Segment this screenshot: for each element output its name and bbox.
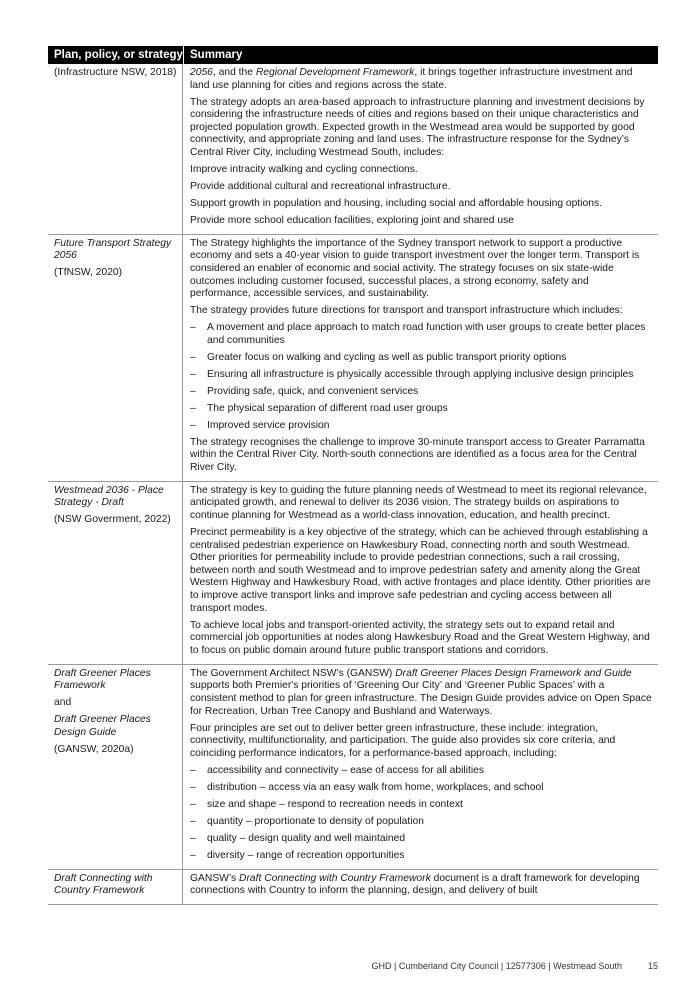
summary-paragraph xyxy=(190,305,652,318)
table-row xyxy=(48,64,658,235)
footer-text: GHD | Cumberland City Council | 12577306 | Westmead South xyxy=(371,961,622,971)
dash-bullet-icon: – xyxy=(190,832,196,844)
paragraph-text: The Strategy highlights the importance of the Sydney transport network to support a productive economy and sets a 40-year vision to guide transport investment over the longer term. Transport is considered an enabler of economic and social activity. The strategy focuses on six state-wide outcomes including customer focused, successful places, a strong economy, safety and performance, accessible services, and sustainability. xyxy=(190,237,640,300)
summary-paragraph xyxy=(190,527,652,615)
bullet-item xyxy=(190,799,652,812)
paragraph-text: GANSW’s xyxy=(190,872,240,884)
bullet-text: Improved service provision xyxy=(207,419,330,431)
plan-name-line: Draft Greener Places Design Guide xyxy=(54,714,151,738)
plan-name-line: Draft Greener Places Framework xyxy=(54,667,151,692)
summary-paragraph xyxy=(190,164,652,177)
dash-bullet-icon: – xyxy=(190,322,196,334)
bullet-text: quantity – proportionate to density of population xyxy=(207,815,424,827)
table-row xyxy=(48,870,658,906)
plan-cell xyxy=(48,482,183,664)
bullet-item xyxy=(190,403,652,416)
dash-bullet-icon: – xyxy=(190,798,196,810)
bullet-item xyxy=(190,369,652,382)
bullet-item xyxy=(190,352,652,365)
plan-name-line: (Infrastructure NSW, 2018) xyxy=(54,67,177,78)
dash-bullet-icon: – xyxy=(190,815,196,827)
document-title-text: Regional Development Framework xyxy=(255,67,415,78)
plan-cell xyxy=(48,64,183,234)
bullet-item xyxy=(190,420,652,433)
bullet-text: accessibility and connectivity – ease of access for all abilities xyxy=(207,764,485,776)
bullet-text: Providing safe, quick, and convenient services xyxy=(207,385,419,397)
plan-name-line: and xyxy=(54,697,72,709)
header-plan-policy-strategy: Plan, policy, or strategy xyxy=(54,49,183,61)
summary-paragraph xyxy=(190,485,652,523)
summary-paragraph xyxy=(190,668,652,718)
plan-name-line: (GANSW, 2020a) xyxy=(54,743,134,755)
summary-paragraph xyxy=(190,437,652,475)
paragraph-text: The strategy provides future directions for transport and transport infrastructure which includes: xyxy=(190,305,623,317)
paragraph-text: The Government Architect NSW’s (GANSW) xyxy=(190,667,396,679)
plan-name-line: Draft Connecting with Country Framework xyxy=(54,872,153,897)
bullet-text: Greater focus on walking and cycling as well as public transport priority options xyxy=(207,351,567,363)
document-title-text: Draft Connecting with Country Framework xyxy=(239,872,431,884)
document-title-text: Draft Greener Places Design Framework and Guide xyxy=(395,667,632,679)
bullet-text: diversity – range of recreation opportunities xyxy=(207,849,405,861)
header-summary: Summary xyxy=(183,46,658,64)
paragraph-text: document is a draft framework for developing connections with Country to inform the planning, design, and delivery of built xyxy=(190,872,640,897)
summary-cell xyxy=(183,235,658,481)
bullet-item xyxy=(190,782,652,795)
bullet-text: quality – design quality and well maintained xyxy=(207,832,406,844)
dash-bullet-icon: – xyxy=(190,402,196,414)
dash-bullet-icon: – xyxy=(190,764,196,776)
bullet-text: The physical separation of different road user groups xyxy=(207,402,448,414)
summary-paragraph xyxy=(190,238,652,301)
paragraph-text: Support growth in population and housing, including social and affordable housing options. xyxy=(190,197,602,209)
paragraph-text: The strategy adopts an area-based approach to infrastructure planning and investment decisions by considering the infrastructure needs of cities and regions based on their unique characteristics and projected population growth. Expected growth in the Westmead area would be supported by good connectivity, and appropriate zoning and land uses. The infrastructure response for the Sydney’s Central River City, including Westmead South, includes: xyxy=(190,96,645,158)
summary-cell xyxy=(183,64,658,234)
paragraph-text: , and the xyxy=(212,67,256,78)
paragraph-text: To achieve local jobs and transport-oriented activity, the strategy sets out to expand retail and commercial job opportunities at nodes along Hawkesbury Road and the Great Western Highway, and to focus on public domain around future public transport stations and corridors. xyxy=(190,619,650,656)
table-row xyxy=(48,235,658,482)
summary-paragraph xyxy=(190,198,652,211)
bullet-item xyxy=(190,322,652,347)
bullet-item xyxy=(190,816,652,829)
table-body xyxy=(48,64,658,905)
dash-bullet-icon: – xyxy=(190,385,196,397)
table-header xyxy=(48,46,658,64)
summary-cell xyxy=(183,482,658,664)
bullet-text: Ensuring all infrastructure is physically accessible through applying inclusive design principles xyxy=(207,368,634,380)
plan-name-line: Westmead 2036 - Place Strategy - Draft xyxy=(54,484,164,509)
summary-paragraph xyxy=(190,723,652,761)
plan-name-line: (TfNSW, 2020) xyxy=(54,267,123,279)
paragraph-text: Precinct permeability is a key objective of the strategy, which can be achieved through establishing a centralised pedestrian experience on Hawkesbury Road, connecting north and south Westmead. Other priorities for permeability include to provide pedestrian connections, such a rail crossing, between north and south Westmead and to improve pedestrian safety and amenity along the Great Western Highway and Hawkesbury Road, with active frontages and place identity. Other priorities are to improve active transport links and improve safe pedestrian and cycling access between all transport modes. xyxy=(190,527,651,614)
bullet-item xyxy=(190,833,652,846)
paragraph-text: The strategy is key to guiding the future planning needs of Westmead to meet its regional relevance, anticipated growth, and renewal to deliver its 2036 vision. The strategy builds on aspirations to continue planning for Westmead as a world-class innovation, education, and health precinct. xyxy=(190,484,647,522)
plan-cell xyxy=(48,870,183,905)
bullet-text: distribution – access via an easy walk from home, workplaces, and school xyxy=(207,781,544,793)
paragraph-text: supports both Premier's priorities of ‘Greening Our City’ and ‘Greener Public Spaces’ with a consistent method to plan for green infrastructure. The Design Guide provides advice on Open Space for Recreation, Urban Tree Canopy and Bushland and Waterways. xyxy=(190,680,652,717)
policy-table xyxy=(48,46,658,905)
dash-bullet-icon: – xyxy=(190,849,196,861)
page-footer xyxy=(0,961,658,971)
table-row xyxy=(48,482,658,665)
page-number: 15 xyxy=(647,961,658,971)
summary-paragraph xyxy=(190,97,652,160)
paragraph-text: Improve intracity walking and cycling connections. xyxy=(190,163,418,175)
dash-bullet-icon: – xyxy=(190,419,196,431)
paragraph-text: Provide more school education facilities, exploring joint and shared use xyxy=(190,214,514,226)
document-title-text: 2056 xyxy=(190,67,213,78)
bullet-text: A movement and place approach to match road function with user groups to create better places and communities xyxy=(207,322,646,346)
summary-paragraph xyxy=(190,67,652,92)
bullet-item xyxy=(190,765,652,778)
paragraph-text: Four principles are set out to deliver better green infrastructure, these include: integration, connectivity, multifunctionality, and participation. The guide also provides six core criteria, and coinciding performance indicators, for a performance-based approach, including: xyxy=(190,722,616,759)
paragraph-text: The strategy recognises the challenge to improve 30-minute transport access to Greater Parramatta within the Central River City. North-south connections are identified as a focus area for the Central River City. xyxy=(190,436,645,473)
summary-cell xyxy=(183,665,658,869)
table-row xyxy=(48,665,658,870)
plan-cell xyxy=(48,665,183,869)
summary-paragraph xyxy=(190,873,652,898)
paragraph-text: Provide additional cultural and recreational infrastructure. xyxy=(190,180,451,192)
bullet-item xyxy=(190,386,652,399)
summary-paragraph xyxy=(190,620,652,658)
dash-bullet-icon: – xyxy=(190,368,196,380)
plan-name-line: Future Transport Strategy 2056 xyxy=(54,237,172,262)
plan-cell xyxy=(48,235,183,481)
summary-cell xyxy=(183,870,658,905)
dash-bullet-icon: – xyxy=(190,781,196,793)
bullet-text: size and shape – respond to recreation needs in context xyxy=(207,798,463,810)
plan-name-line: (NSW Goverrment, 2022) xyxy=(54,514,171,526)
paragraph-text: , it brings together infrastructure investment and land use planning for cities and regions across the state. xyxy=(190,67,633,91)
summary-paragraph xyxy=(190,181,652,194)
summary-paragraph xyxy=(190,215,652,228)
bullet-item xyxy=(190,850,652,863)
dash-bullet-icon: – xyxy=(190,351,196,363)
